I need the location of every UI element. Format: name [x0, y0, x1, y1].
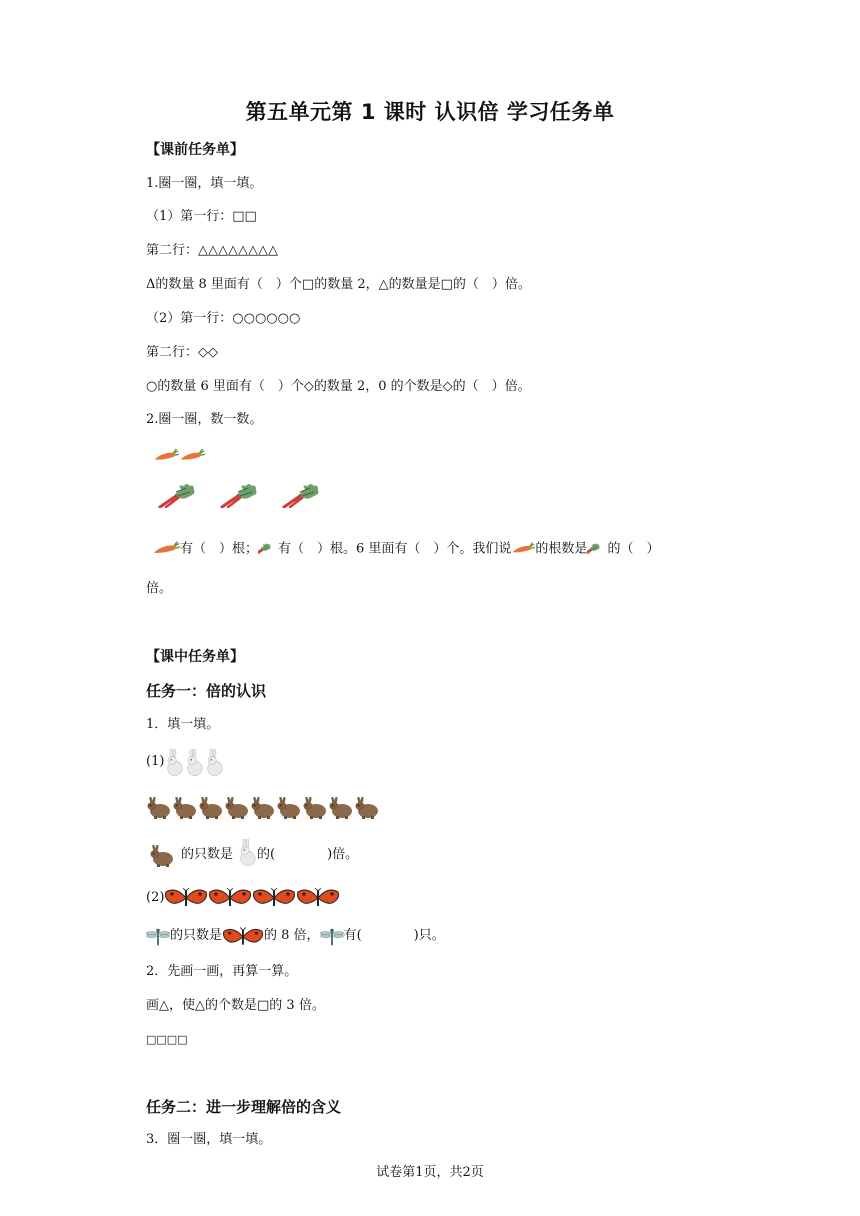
brown-rabbit-icon: [224, 797, 250, 819]
white-rabbit-row: [146, 749, 224, 777]
white-rabbit-icon: [164, 749, 184, 777]
brown-rabbit-icon: [250, 797, 276, 819]
white-rabbit-icon: [204, 749, 224, 777]
white-rabbit-icon: [237, 839, 257, 867]
in-q1: 1．填一填。: [146, 717, 220, 732]
pre-q1-1-text: Δ的数量 8 里面有（ ）个□的数量 2，△的数量是□的（ ）倍。: [146, 277, 531, 292]
task2-heading: 任务二：进一步理解倍的含义: [146, 1098, 342, 1116]
pre-q1: 1.圈一圈，填一填。: [146, 176, 263, 191]
radish-icon: [587, 540, 607, 558]
brown-rabbit-icon: [172, 797, 198, 819]
butterfly-icon: [296, 887, 340, 909]
brown-rabbit-icon: [149, 845, 175, 867]
carrot-icon: [152, 541, 180, 557]
pre-q2: 2.圈一圈，数一数。: [146, 412, 263, 427]
in-class-heading: 【课中任务单】: [146, 649, 244, 665]
in-q1-2-t3: 有( )只。: [343, 928, 445, 943]
in-q1-2-fill: [146, 927, 445, 947]
in-q2: 2．先画一画，再算一算。: [146, 964, 298, 979]
brown-rabbit-icon: [302, 797, 328, 819]
in-q1-1-t1: 的只数是: [181, 847, 234, 862]
brown-rabbit-icon: [198, 797, 224, 819]
radish-icon: [280, 482, 320, 508]
brown-rabbit-icon: [328, 797, 354, 819]
pre-q1-2-row1: （2）第一行：○○○○○○: [146, 311, 301, 326]
butterfly-icon: [164, 887, 208, 909]
dragonfly-icon: [146, 927, 170, 947]
task1-heading: 任务一：倍的认识: [146, 682, 267, 700]
carrot-icon: [153, 448, 179, 464]
pre-q2-t3: 的根数是: [535, 541, 588, 557]
in-q1-2-t1: 的只数是: [170, 928, 223, 943]
brown-rabbit-icon: [146, 797, 172, 819]
carrot-icon: [179, 448, 205, 464]
pre-q2-t1: 有（ ）根；: [180, 541, 259, 557]
pre-q2-t5: 倍。: [146, 581, 173, 596]
in-q3: 3．圈一圈，填一填。: [146, 1132, 272, 1147]
in-q2-text: 画△，使△的个数是□的 3 倍。: [146, 998, 325, 1013]
pre-q1-1-row2: 第二行：△△△△△△△△: [146, 243, 278, 258]
radish-icon: [218, 482, 258, 508]
butterfly-icon: [252, 887, 296, 909]
pre-q2-fill: [152, 540, 659, 559]
in-q2-boxes: □□□□: [146, 1033, 188, 1046]
page-footer: 试卷第1页，共2页: [376, 1165, 484, 1180]
carrot-row: [153, 448, 205, 464]
in-q1-1-fill: [149, 839, 358, 867]
brown-rabbit-icon: [354, 797, 380, 819]
pre-q1-2-text: ○的数量 6 里面有（ ）个◇的数量 2，0 的个数是◇的（ ）倍。: [146, 379, 531, 394]
pre-q2-t2: 有（ ）根。6 里面有（ ）个。我们说: [278, 541, 512, 557]
carrot-icon: [511, 541, 535, 557]
white-rabbit-icon: [184, 749, 204, 777]
in-q1-2-label: (2): [146, 890, 165, 905]
brown-rabbit-icon: [276, 797, 302, 819]
in-q1-1-t2: 的( )倍。: [257, 847, 359, 862]
butterfly-icon: [208, 887, 252, 909]
page-title: 第五单元第 1 课时 认识倍 学习任务单: [245, 100, 615, 124]
in-q1-1-label: (1): [146, 754, 165, 769]
butterfly-icon: [222, 927, 264, 947]
radish-icon: [258, 540, 278, 558]
pre-class-heading: 【课前任务单】: [146, 142, 244, 158]
in-q1-2-t2: 的 8 倍，: [264, 928, 320, 943]
butterfly-row: [146, 887, 340, 909]
dragonfly-icon: [320, 927, 344, 947]
radish-icon: [156, 482, 196, 508]
pre-q1-2-row2: 第二行：◇◇: [146, 345, 218, 360]
radish-row: [156, 482, 320, 508]
pre-q1-1-row1: （1）第一行：□□: [146, 209, 257, 224]
brown-rabbit-row: [146, 797, 380, 819]
pre-q2-t4: 的（ ）: [607, 541, 660, 557]
